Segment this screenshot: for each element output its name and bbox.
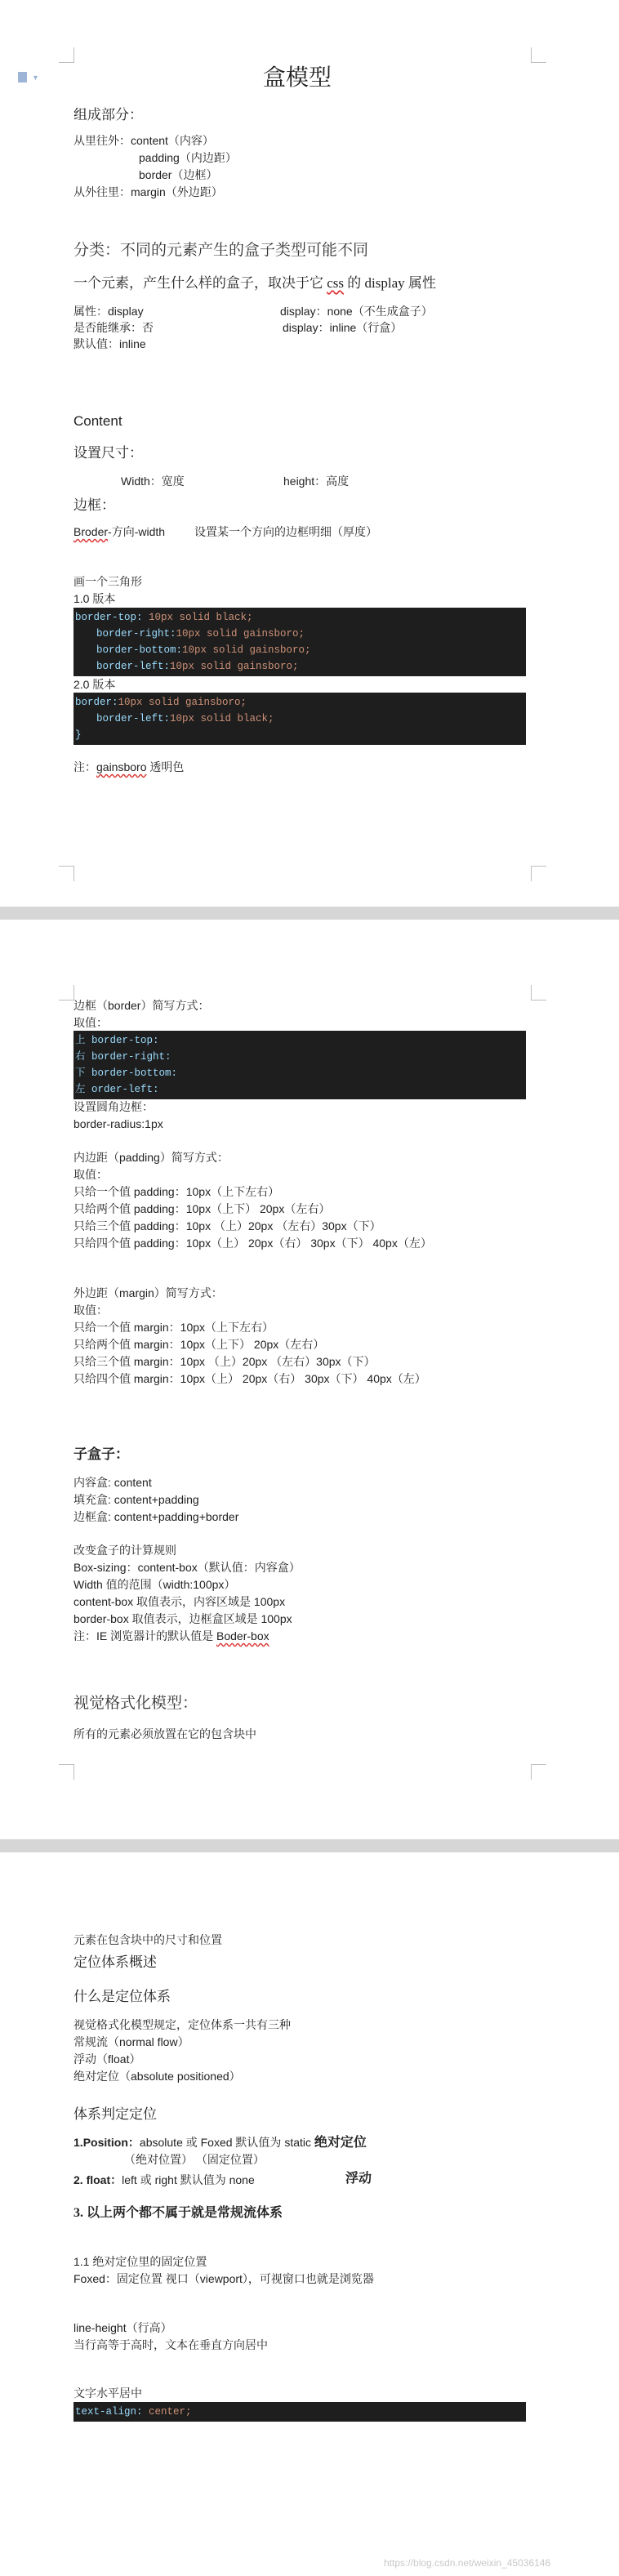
section-heading: 组成部分： xyxy=(73,107,143,123)
text-span: float： xyxy=(86,2173,122,2186)
text-line: border-box 取值表示，边框盒区域是 100px xyxy=(73,1612,292,1625)
text-line: border（边框） xyxy=(139,168,218,181)
section-heading: 什么是定位体系 xyxy=(73,1989,171,2004)
text-line: 内容盒: content xyxy=(73,1476,152,1489)
code-line xyxy=(73,711,526,727)
page-corner-mark xyxy=(59,1764,74,1780)
text-span: 2. xyxy=(73,2173,87,2186)
text-line: 外边距（margin）简写方式： xyxy=(73,1286,223,1299)
code-line xyxy=(73,1032,526,1049)
code-value: 10px solid gainsboro; xyxy=(118,697,247,708)
section-heading: 视觉格式化模型： xyxy=(73,1695,198,1712)
code-property: border-right: xyxy=(96,628,176,640)
text-line: padding（内边距） xyxy=(139,151,237,164)
text-line: 当行高等于高时，文本在垂直方向居中 xyxy=(73,2338,268,2351)
code-line xyxy=(73,658,526,675)
text-line: line-height（行高） xyxy=(73,2321,172,2334)
text-line: 是否能继承：否 xyxy=(73,321,154,334)
code-property: border-top: xyxy=(75,612,143,623)
text-span: absolute 或 Foxed 默认值为 static xyxy=(139,2136,314,2149)
text-line: 属性：display xyxy=(73,305,144,318)
text-span: left 或 right 默认值为 none xyxy=(122,2173,255,2186)
text-line xyxy=(73,2135,367,2150)
text-line: 边框（border）简写方式： xyxy=(73,999,210,1012)
text-line: 从外往里：margin（外边距） xyxy=(73,185,223,198)
text-line: 只给四个值 margin：10px（上） 20px（右） 30px（下） 40px（左） xyxy=(73,1372,426,1385)
text-line: 只给四个值 padding：10px（上） 20px（右） 30px（下） 40px（左） xyxy=(73,1237,432,1250)
text-line: 2.0 版本 xyxy=(73,678,116,691)
text-line: 浮动 xyxy=(345,2172,372,2186)
text-line: （绝对位置） （固定位置） xyxy=(124,2153,265,2166)
page-corner-mark xyxy=(59,47,74,63)
page-corner-mark xyxy=(531,47,546,63)
text-line: Box-sizing：content-box（默认值：内容盒） xyxy=(73,1561,301,1574)
code-property: border-left: xyxy=(96,661,171,672)
code-value: 10px solid gainsboro; xyxy=(182,644,311,656)
code-line xyxy=(73,2404,526,2420)
page-gap xyxy=(0,1839,619,1852)
text-line: 设置某一个方向的边框明细（厚度） xyxy=(194,525,377,538)
text-line: 取值： xyxy=(73,1016,108,1029)
page-corner-mark xyxy=(59,866,74,881)
text-span: 绝对定位 xyxy=(314,2136,367,2150)
text-line xyxy=(73,1629,269,1643)
code-line xyxy=(73,694,526,711)
text-line: 取值： xyxy=(73,1168,108,1181)
text-line xyxy=(73,274,436,292)
text-span: 注： xyxy=(73,760,96,773)
text-line: 只给三个值 padding：10px （上）20px （左右）30px（下） xyxy=(73,1219,381,1232)
text-line: 边框盒: content+padding+border xyxy=(73,1510,239,1523)
code-value: 10px solid black; xyxy=(170,713,274,724)
text-line: 绝对定位（absolute positioned） xyxy=(73,2070,241,2083)
text-line: 3. 以上两个都不属于就是常规流体系 xyxy=(73,2206,283,2220)
text-line: 所有的元素必须放置在它的包含块中 xyxy=(73,1727,256,1740)
code-block xyxy=(73,693,526,745)
code-line xyxy=(73,1049,526,1065)
chevron-down-icon[interactable]: ▼ xyxy=(32,74,39,82)
text-span: Position： xyxy=(82,2136,140,2149)
code-line xyxy=(73,609,526,626)
text-line: 取值： xyxy=(73,1304,108,1317)
text-line: display：inline（行盒） xyxy=(283,321,403,334)
text-line: Foxed：固定位置 视口（viewport），可视窗口也就是浏览器 xyxy=(73,2272,374,2285)
text-line: display：none（不生成盒子） xyxy=(280,305,433,318)
code-property: border-bottom: xyxy=(96,644,183,656)
code-value: center; xyxy=(142,2406,192,2418)
code-property: 右 border-right: xyxy=(75,1051,171,1063)
text-span: gainsboro xyxy=(96,760,147,773)
text-line: 只给一个值 margin：10px（上下左右） xyxy=(73,1321,274,1334)
text-line: Width 值的范围（width:100px） xyxy=(73,1578,236,1591)
text-line xyxy=(73,760,184,774)
code-value: 10px solid black; xyxy=(142,612,253,623)
text-line: 从里往外：content（内容） xyxy=(73,134,214,147)
section-heading: Content xyxy=(73,413,122,429)
page-title: 盒模型 xyxy=(263,65,332,91)
document-icon[interactable] xyxy=(18,72,27,82)
text-span: css xyxy=(327,275,345,291)
page-gap xyxy=(0,907,619,920)
page-corner-mark xyxy=(59,985,74,1001)
code-property: border: xyxy=(75,697,118,708)
text-line: 常规流（normal flow） xyxy=(73,2035,189,2048)
text-span: Boder-box xyxy=(216,1629,269,1642)
text-span: -方向-width xyxy=(108,525,166,538)
text-line xyxy=(73,2173,255,2187)
page-3 xyxy=(0,1852,619,2576)
page-corner-mark xyxy=(531,866,546,881)
section-heading: 分类：不同的元素产生的盒子类型可能不同 xyxy=(73,242,369,259)
code-property: text-align: xyxy=(75,2406,143,2418)
code-line xyxy=(73,626,526,642)
code-value: 10px solid gainsboro; xyxy=(170,661,299,672)
code-property: } xyxy=(75,729,82,741)
code-block xyxy=(73,2402,526,2422)
text-line: Width：宽度 xyxy=(121,475,185,488)
text-line: 只给一个值 padding：10px（上下左右） xyxy=(73,1185,280,1198)
text-span: Broder xyxy=(73,525,109,538)
text-line: 填充盒: content+padding xyxy=(73,1493,199,1506)
watermark: https://blog.csdn.net/weixin_45036146 xyxy=(384,2557,551,2569)
text-line xyxy=(73,524,165,539)
page-2 xyxy=(0,920,619,1839)
text-span: 一个元素，产生什么样的盒子，取决于它 xyxy=(73,275,327,291)
text-line: 1.1 绝对定位里的固定位置 xyxy=(73,2255,207,2268)
code-block xyxy=(73,1031,526,1099)
text-line: 元素在包含块中的尺寸和位置 xyxy=(73,1933,222,1946)
section-heading: 边框： xyxy=(73,497,115,513)
page-1 xyxy=(0,0,619,907)
text-line: 只给三个值 margin：10px （上）20px （左右）30px（下） xyxy=(73,1355,376,1368)
text-line: height：高度 xyxy=(283,475,350,488)
text-line: 1.0 版本 xyxy=(73,592,116,605)
text-line: 文字水平居中 xyxy=(73,2387,142,2400)
text-line: 内边距（padding）简写方式： xyxy=(73,1151,229,1164)
text-line: border-radius:1px xyxy=(73,1117,163,1130)
text-span: 透明色 xyxy=(146,760,185,773)
page-corner-mark xyxy=(531,1764,546,1780)
text-line: 画一个三角形 xyxy=(73,575,142,588)
text-span: 注：IE 浏览器计的默认值是 xyxy=(73,1629,217,1642)
code-property: 上 border-top: xyxy=(75,1035,159,1046)
text-line: 默认值：inline xyxy=(73,337,146,350)
page-corner-mark xyxy=(531,985,546,1001)
text-line: 改变盒子的计算规则 xyxy=(73,1544,176,1557)
code-block xyxy=(73,608,526,676)
code-line xyxy=(73,1065,526,1081)
section-heading: 设置尺寸： xyxy=(73,445,143,461)
text-line: 只给两个值 margin：10px（上下） 20px（左右） xyxy=(73,1338,325,1351)
text-line: 设置圆角边框： xyxy=(73,1100,154,1113)
text-span: 的 display 属性 xyxy=(344,275,436,291)
code-property: border-left: xyxy=(96,713,171,724)
text-span: 1. xyxy=(73,2136,83,2149)
section-heading: 子盒子： xyxy=(73,1446,129,1462)
text-line: 只给两个值 padding：10px（上下） 20px（左右） xyxy=(73,1202,331,1215)
code-property: 下 border-bottom: xyxy=(75,1067,178,1079)
code-property: 左 order-left: xyxy=(75,1084,159,1095)
code-value: 10px solid gainsboro; xyxy=(176,628,305,640)
section-heading: 体系判定定位 xyxy=(73,2106,157,2122)
text-line: 视觉格式化模型规定，定位体系一共有三种 xyxy=(73,2018,291,2031)
code-line xyxy=(73,727,526,743)
text-line: 浮动（float） xyxy=(73,2052,141,2066)
code-line xyxy=(73,1081,526,1098)
section-heading: 定位体系概述 xyxy=(73,1954,157,1970)
text-line: content-box 取值表示，内容区域是 100px xyxy=(73,1595,286,1608)
code-line xyxy=(73,642,526,658)
